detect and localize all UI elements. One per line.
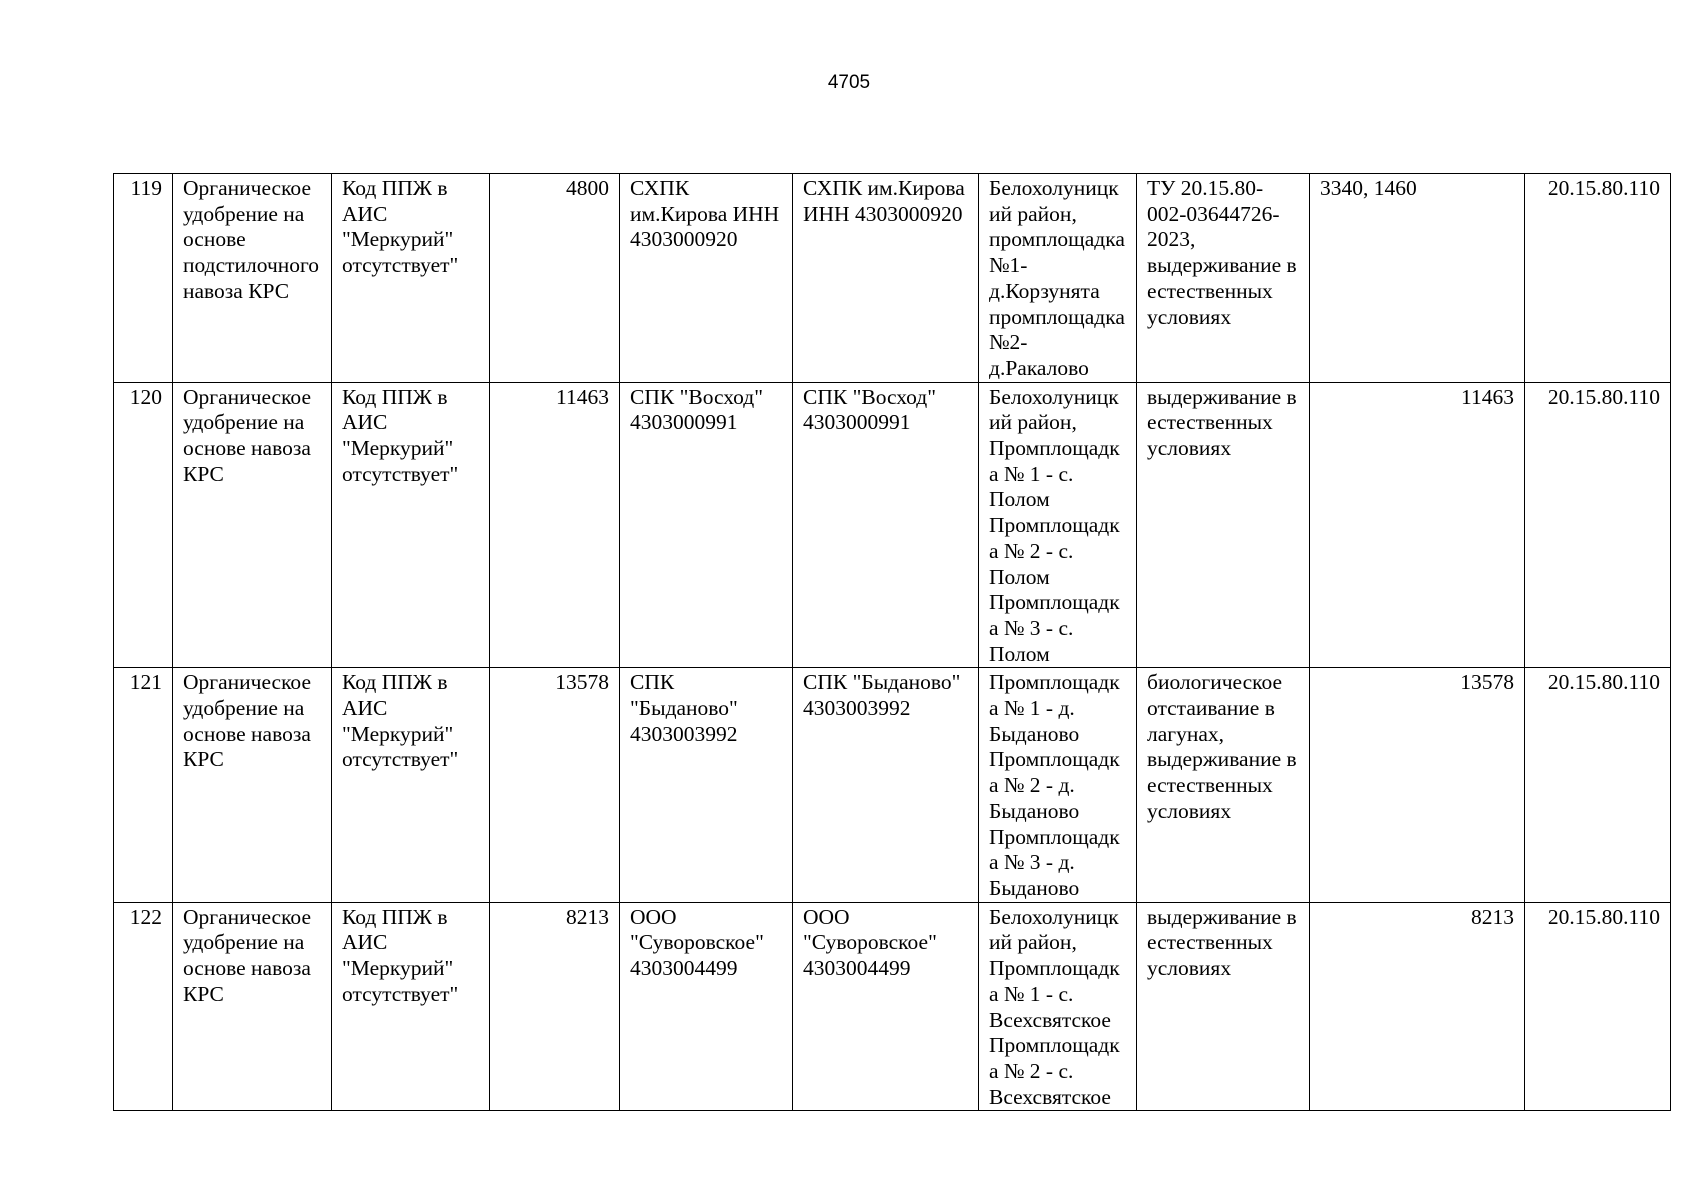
producer-cell: СХПК им.Кирова ИНН 4303000920 [620, 174, 793, 383]
page-number: 4705 [827, 72, 871, 93]
product-name-cell: Органическое удобрение на основе навоза КРС [173, 382, 332, 668]
producer-cell: СПК "Быданово" 4303003992 [620, 668, 793, 902]
row-number-cell: 120 [114, 382, 173, 668]
technology-cell: выдерживание в естественных условиях [1137, 382, 1310, 668]
row-number-cell: 122 [114, 902, 173, 1111]
volume-cell: 8213 [490, 902, 620, 1111]
producer-cell: ООО "Суворовское" 4303004499 [620, 902, 793, 1111]
owner-cell: СПК "Быданово" 4303003992 [793, 668, 979, 902]
okpd-code-cell: 20.15.80.110 [1525, 382, 1671, 668]
address-cell: Белохолуницкий район, промплощадка №1-д.Корзунята промплощадка №2-д.Ракалово [979, 174, 1137, 383]
address-cell: Белохолуницкий район, Промплощадка № 1 - с. Полом Промплощадка № 2 - с. Полом Промплощадка № 3 - с. Полом [979, 382, 1137, 668]
row-number-cell: 121 [114, 668, 173, 902]
table-row [114, 668, 1671, 902]
volume-cell: 13578 [490, 668, 620, 902]
quantity-cell: 13578 [1310, 668, 1525, 902]
address-cell: Белохолуницкий район, Промплощадка № 1 - с. Всехсвятское Промплощадка № 2 - с. Всехсвятское [979, 902, 1137, 1111]
okpd-code-cell: 20.15.80.110 [1525, 668, 1671, 902]
quantity-cell: 8213 [1310, 902, 1525, 1111]
product-name-cell: Органическое удобрение на основе навоза КРС [173, 668, 332, 902]
product-code-cell: Код ППЖ в АИС "Меркурий" отсутствует" [332, 902, 490, 1111]
technology-cell: биологическое отстаивание в лагунах, выдерживание в естественных условиях [1137, 668, 1310, 902]
okpd-code-cell: 20.15.80.110 [1525, 902, 1671, 1111]
producer-cell: СПК "Восход" 4303000991 [620, 382, 793, 668]
volume-cell: 11463 [490, 382, 620, 668]
okpd-code-cell: 20.15.80.110 [1525, 174, 1671, 383]
technology-cell: ТУ 20.15.80-002-03644726-2023, выдерживание в естественных условиях [1137, 174, 1310, 383]
product-code-cell: Код ППЖ в АИС "Меркурий" отсутствует" [332, 668, 490, 902]
quantity-cell: 3340, 1460 [1310, 174, 1525, 383]
product-code-cell: Код ППЖ в АИС "Меркурий" отсутствует" [332, 382, 490, 668]
owner-cell: СХПК им.Кирова ИНН 4303000920 [793, 174, 979, 383]
row-number-cell: 119 [114, 174, 173, 383]
product-name-cell: Органическое удобрение на основе подстилочного навоза КРС [173, 174, 332, 383]
table-row [114, 902, 1671, 1111]
product-code-cell: Код ППЖ в АИС "Меркурий" отсутствует" [332, 174, 490, 383]
quantity-cell: 11463 [1310, 382, 1525, 668]
table-row [114, 382, 1671, 668]
owner-cell: ООО "Суворовское" 4303004499 [793, 902, 979, 1111]
volume-cell: 4800 [490, 174, 620, 383]
fertilizer-registry-table [113, 173, 1671, 1111]
product-name-cell: Органическое удобрение на основе навоза КРС [173, 902, 332, 1111]
table-row [114, 174, 1671, 383]
address-cell: Промплощадка № 1 - д. Быданово Промплощадка № 2 - д. Быданово Промплощадка № 3 - д. Быданово [979, 668, 1137, 902]
owner-cell: СПК "Восход" 4303000991 [793, 382, 979, 668]
technology-cell: выдерживание в естественных условиях [1137, 902, 1310, 1111]
